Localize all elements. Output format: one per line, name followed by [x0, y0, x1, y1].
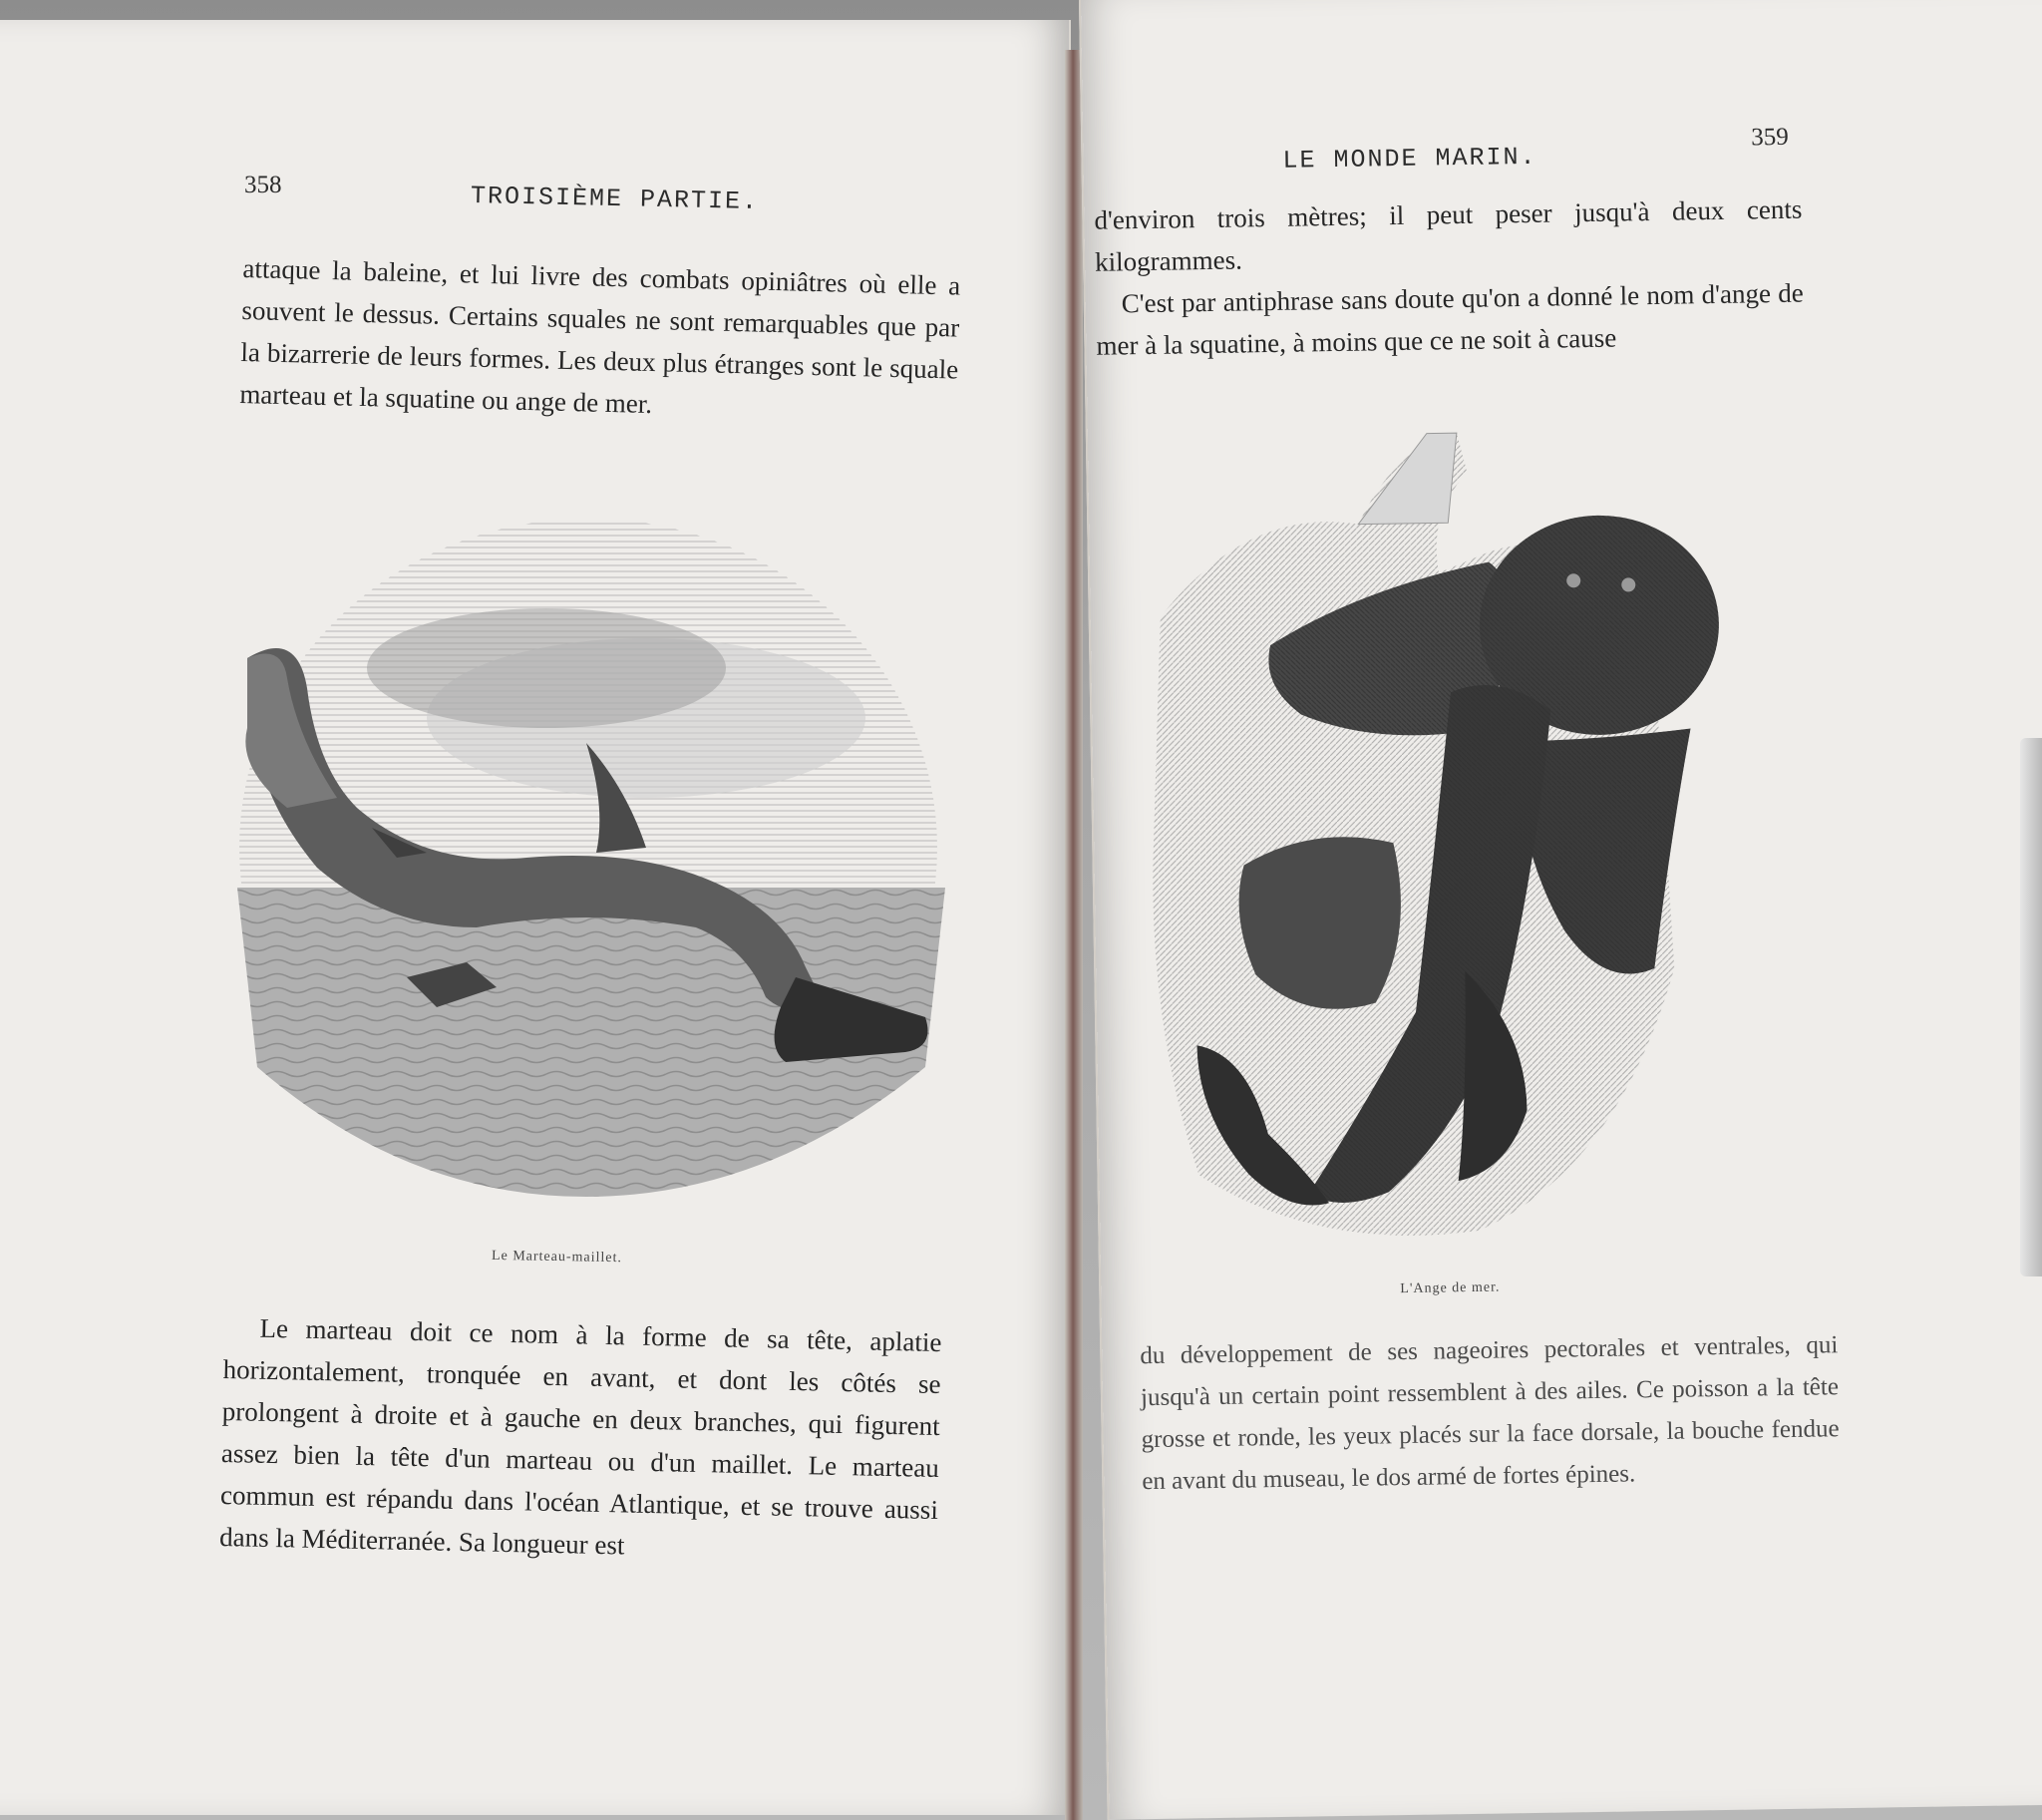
- left-bottom-paragraph: [219, 1306, 942, 1573]
- right-page: [1079, 0, 2042, 1820]
- left-top-text: attaque la baleine, et lui livre des combats opiniâtres où elle a souvent le dessus. Certains squales ne sont remarquables que par la bizarrerie de leurs formes. Les deux plus étranges sont le squale marteau et la squatine ou ange de mer.: [239, 252, 961, 420]
- book-gutter: [1065, 50, 1083, 1820]
- left-top-paragraph: [239, 247, 961, 433]
- left-bottom-text: Le marteau doit ce nom à la forme de sa tête, aplatie horizontalement, tronquée en avant, et dont les côtés se prolongent à droite et à gauche en deux branches, qui figurent assez bien la tête d'un marteau ou d'un maillet. Le marteau commun est répandu dans l'océan Atlantique, et se trouve aussi dans la Méditerranée. Sa longueur est: [218, 1312, 942, 1561]
- left-page-number: 358: [244, 172, 282, 198]
- right-top-text-2: C'est par antiphrase sans doute qu'on a donné le nom d'ange de mer à la squatine, à moins que ce ne soit à cause: [1096, 277, 1804, 361]
- page-clip: [2020, 738, 2042, 1276]
- left-running-head: TROISIÈME PARTIE.: [470, 181, 760, 217]
- right-top-paragraph: [1094, 188, 1805, 367]
- right-page-number: 359: [1751, 123, 1789, 152]
- right-figure-caption: L'Ange de mer.: [1400, 1279, 1501, 1297]
- right-bottom-paragraph: [1140, 1324, 1841, 1503]
- right-bottom-text: du développement de ses nageoires pectorales et ventrales, qui jusqu'à un certain point ressemblent à des ailes. Ce poisson a la tête grosse et ronde, les yeux placés sur la face dorsale, la bouche fendue en avant du museau, le dos armé de fortes épines.: [1140, 1331, 1840, 1496]
- left-page: [0, 20, 1071, 1815]
- right-top-text: d'environ trois mètres; il peut peser jusqu'à deux cents kilogrammes.: [1094, 193, 1803, 277]
- hammerhead-shark-engraving: [227, 509, 955, 1207]
- left-figure-caption: Le Marteau-maillet.: [491, 1248, 623, 1267]
- right-running-head: LE MONDE MARIN.: [1282, 142, 1537, 176]
- angel-shark-engraving: [1128, 407, 1829, 1275]
